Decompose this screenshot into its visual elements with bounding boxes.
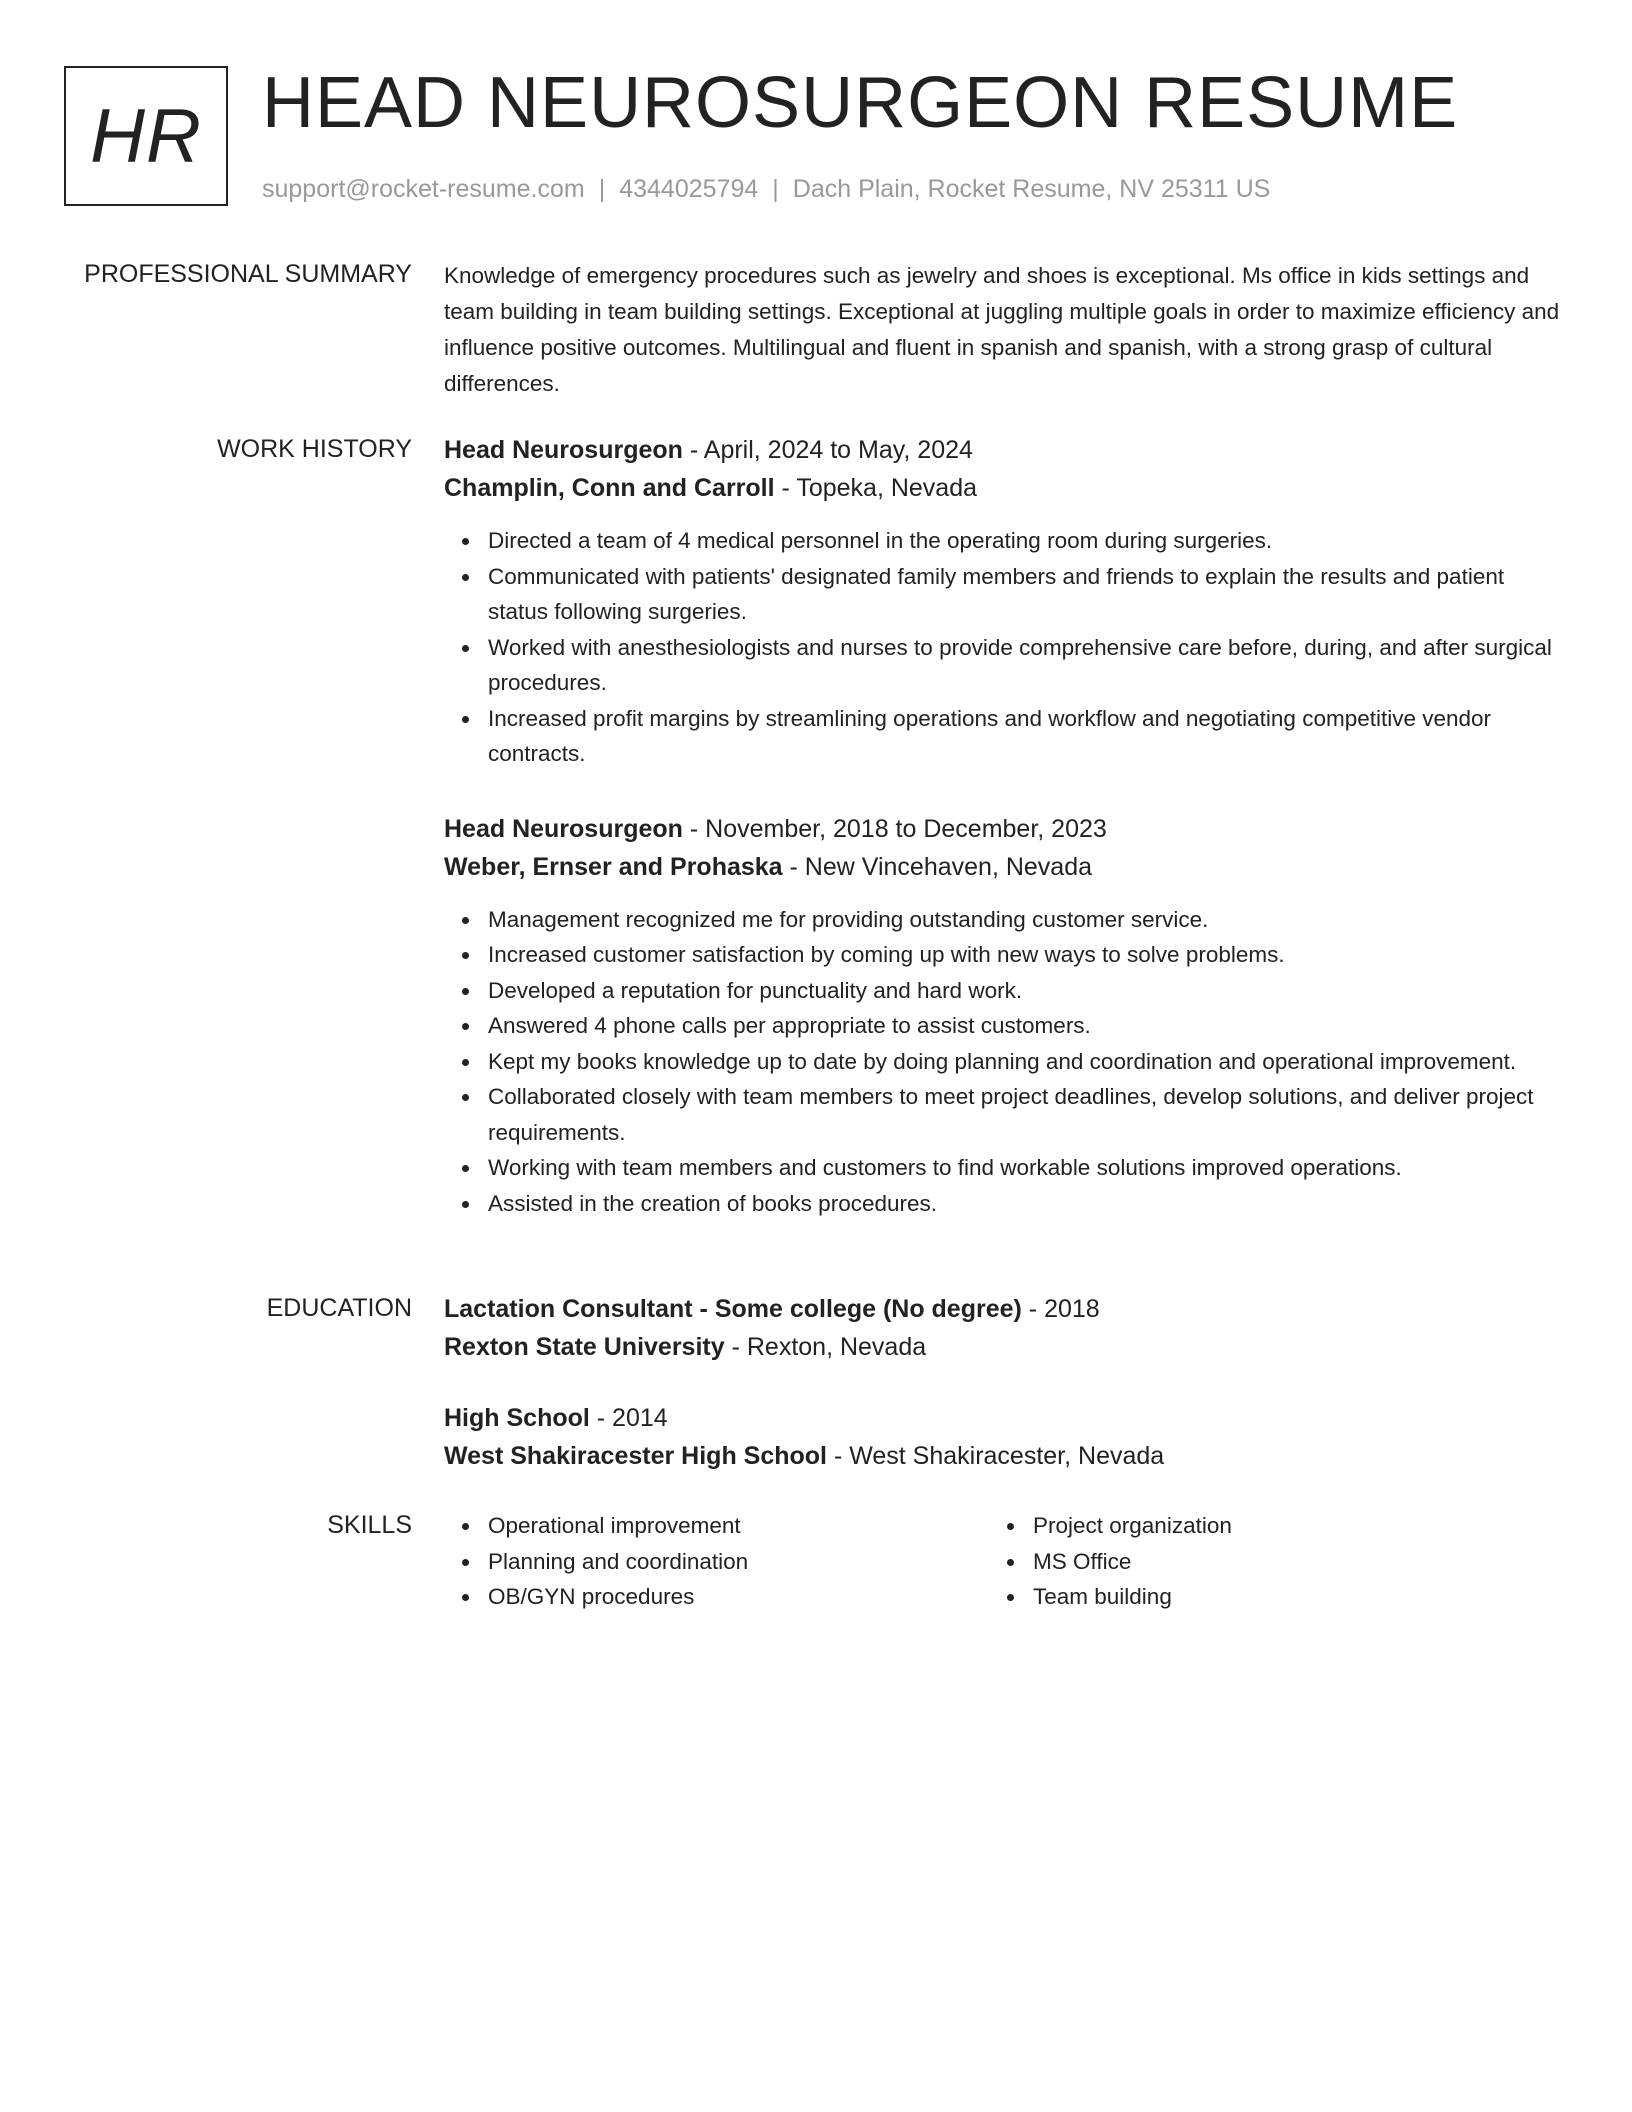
contact-address: Dach Plain, Rocket Resume, NV 25311 US [792, 175, 1271, 203]
job-company: Weber, Ernser and Prohaska [444, 852, 783, 881]
list-item: Directed a team of 4 medical personnel in the operating room during surgeries. [488, 523, 1562, 559]
contact-line [262, 172, 1270, 206]
education-school-line [444, 1328, 1562, 1366]
skill-item: Planning and coordination [488, 1544, 989, 1580]
education-degree: Lactation Consultant - Some college (No degree) [444, 1295, 1022, 1323]
list-item: Increased customer satisfaction by coming up with new ways to solve problems. [488, 937, 1562, 973]
job-title-line [444, 431, 1562, 469]
list-item: Management recognized me for providing outstanding customer service. [488, 902, 1562, 938]
education-entry [444, 1290, 1562, 1366]
list-item: Increased profit margins by streamlining operations and workflow and negotiating competitive vendor contracts. [488, 701, 1562, 772]
contact-phone: 4344025794 [619, 175, 759, 203]
list-item: Developed a reputation for punctuality and hard work. [488, 973, 1562, 1009]
job-location: - New Vincehaven, Nevada [782, 852, 1093, 881]
job-company-line [444, 848, 1562, 886]
job-title: Head Neurosurgeon [444, 814, 683, 843]
job-company: Champlin, Conn and Carroll [444, 474, 775, 502]
list-item: Assisted in the creation of books procedures. [488, 1186, 1562, 1222]
skill-item: Project organization [1033, 1508, 1534, 1544]
education-location: - West Shakiracester, Nevada [827, 1442, 1165, 1470]
education-entry [444, 1399, 1562, 1475]
job-location: - Topeka, Nevada [774, 474, 978, 502]
education-year: - 2014 [589, 1404, 668, 1432]
job-dates: - April, 2024 to May, 2024 [682, 436, 973, 464]
monogram-badge: HR [64, 66, 228, 206]
skills-heading: SKILLS [327, 1511, 412, 1539]
job-entry [444, 810, 1562, 1222]
job-dates: - November, 2018 to December, 2023 [682, 814, 1107, 843]
education-year: - 2018 [1021, 1295, 1100, 1323]
skills-list [989, 1508, 1534, 1615]
education-location: - Rexton, Nevada [724, 1333, 927, 1361]
work-history-heading: WORK HISTORY [217, 435, 412, 463]
job-entry [444, 431, 1562, 772]
job-title: Head Neurosurgeon [444, 436, 683, 464]
skill-item: Operational improvement [488, 1508, 989, 1544]
skill-item: Team building [1033, 1579, 1534, 1615]
summary-text: Knowledge of emergency procedures such as jewelry and shoes is exceptional. Ms office in kids settings and team building in team building settings. Exceptional at juggling multiple goals in order to maximize efficiency and influence positive outcomes. Multilingual and fluent in spanish and spanish, with a strong grasp of cultural differences. [444, 263, 1560, 396]
skill-item: MS Office [1033, 1544, 1534, 1580]
education-school: West Shakiracester High School [444, 1442, 827, 1470]
list-item: Answered 4 phone calls per appropriate to assist customers. [488, 1008, 1562, 1044]
resume-title: HEAD NEUROSURGEON RESUME [262, 63, 1459, 143]
list-item: Collaborated closely with team members to meet project deadlines, develop solutions, and deliver project requirements. [488, 1079, 1562, 1150]
skills-column-left [444, 1508, 989, 1615]
skills-column-right [989, 1508, 1534, 1615]
summary-heading: PROFESSIONAL SUMMARY [84, 260, 412, 288]
list-item: Kept my books knowledge up to date by doing planning and coordination and operational improvement. [488, 1044, 1562, 1080]
education-degree-line [444, 1399, 1562, 1437]
list-item: Working with team members and customers to find workable solutions improved operations. [488, 1150, 1562, 1186]
education-degree: High School [444, 1404, 590, 1432]
education-school-line [444, 1437, 1562, 1475]
education-degree-line [444, 1290, 1562, 1328]
job-bullets [444, 523, 1562, 772]
contact-email: support@rocket-resume.com [262, 175, 585, 203]
job-company-line [444, 469, 1562, 507]
education-school: Rexton State University [444, 1333, 725, 1361]
list-item: Communicated with patients' designated family members and friends to explain the results and patient status following surgeries. [488, 559, 1562, 630]
skills-list [444, 1508, 989, 1615]
contact-separator: | [598, 175, 606, 203]
skill-item: OB/GYN procedures [488, 1579, 989, 1615]
job-title-line [444, 810, 1562, 848]
skills-grid [444, 1508, 1562, 1615]
list-item: Worked with anesthesiologists and nurses to provide comprehensive care before, during, and after surgical procedures. [488, 630, 1562, 701]
resume-header [64, 63, 1584, 216]
contact-separator: | [772, 175, 779, 203]
education-heading: EDUCATION [266, 1294, 412, 1322]
job-bullets [444, 902, 1562, 1222]
